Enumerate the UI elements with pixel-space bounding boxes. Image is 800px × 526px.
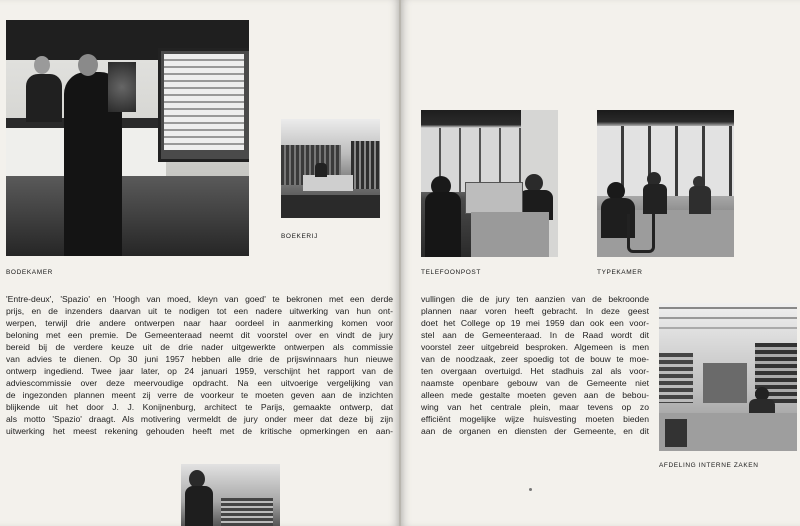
text-line: van advies te dienen. Op 30 juni 1957 hebben alle drie de prijswinnaars hun nieuwe (6, 354, 393, 364)
text-line: 'Entre-deux', 'Spazio' en 'Hoogh van moed, kleyn van goed' te bekronen met een derde (6, 294, 393, 304)
text-line: als motto 'Spazio' draagt. Als motivering vermeldt de jury onder meer dat deze bij zijn (6, 414, 393, 424)
text-line: uitwerking het meest rekening gehouden heeft met de kritische opmerkingen en aan- (6, 426, 393, 436)
text-line: aan de organen en diensten der Gemeente, en dit (421, 426, 649, 436)
typekamer-photo (597, 110, 734, 257)
text-line: plannen naar voren heeft gebracht. In deze geest (421, 306, 649, 316)
typekamer-caption: TYPEKAMER (597, 269, 643, 276)
bodekamer-caption: BODEKAMER (6, 269, 53, 276)
text-line: efficiënt mogelijke wijze huisvesting moeten bieden (421, 414, 649, 424)
text-line: van de noodzaak, zeer spoedig tot de bouw te moe- (421, 354, 649, 364)
bottom-photo (181, 464, 280, 526)
afdeling-interne-zaken-photo (659, 303, 797, 451)
right-page (401, 0, 800, 526)
text-line: naamste openbare gebouw van de Gemeente niet (421, 378, 649, 388)
text-line: blijkende uit het door J. J. Konijnenburg, architect te Parijs, gemaakte ontwerp, dat (6, 402, 393, 412)
text-line: vullingen die de jury ten aanzien van de bekroonde (421, 294, 649, 304)
text-line: werpen, terwijl drie andere ontwerpen naar haar oordeel in aanmerking komen voor (6, 318, 393, 328)
telefoonpost-photo (421, 110, 558, 257)
text-line: adviescommissie over deze meervoudige opdracht. Na een uitvoerige vergelijking van (6, 378, 393, 388)
boekerij-photo (281, 119, 380, 218)
bodekamer-photo (6, 20, 249, 256)
text-line: beloning met een premie. De Gemeenteraad neemt dit voorstel over en vindt de jury (6, 330, 393, 340)
left-body-text (6, 293, 393, 437)
text-line: de ingezonden plannen meent zij verre de voorkeur te moeten geven aan de inzichten (6, 390, 393, 400)
boekerij-caption: BOEKERIJ (281, 233, 318, 240)
right-body-text (421, 293, 649, 437)
text-line: bereid bij de verdere keuze uit de drie nader uitgewerkte ontwerpen als commissie (6, 342, 393, 352)
text-line: voorstel zeer uitgebreid besproken. Algemeen is men (421, 342, 649, 352)
text-line: wing van het centrale plein, maar tevens op zo (421, 402, 649, 412)
left-page (0, 0, 399, 526)
afdeling-interne-zaken-caption: AFDELING INTERNE ZAKEN (659, 462, 759, 469)
text-line: prijs, en de inzenders daarvan uit te nodigen tot een nadere uitwerking van hun ont- (6, 306, 393, 316)
telefoonpost-caption: TELEFOONPOST (421, 269, 481, 276)
text-line: stel aan de Gemeenteraad. In de Raad wordt dit (421, 330, 649, 340)
text-line: ontwerp ingediend. Twee jaar later, op 24 januari 1959, verschijnt het rapport van de (6, 366, 393, 376)
text-line: ten overgaan overtuigd. Het stadhuis zal als voor- (421, 366, 649, 376)
text-line: alleen mede gestalte moeten geven aan de bebou- (421, 390, 649, 400)
text-line: doet het College op 19 mei 1959 dan ook een voor- (421, 318, 649, 328)
page-mark (529, 488, 532, 491)
